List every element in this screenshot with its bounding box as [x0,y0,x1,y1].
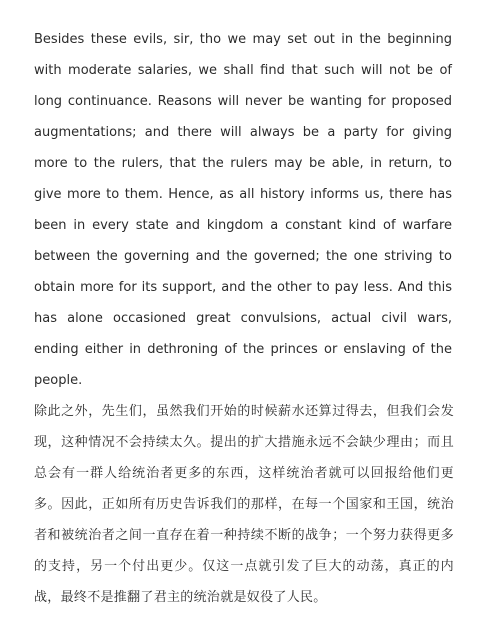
english-paragraph: Besides these evils, sir, tho we may set out in the beginning with moderate salaries, we shall find that such will not be of long continuance. Reasons will never be wanting for proposed augmentations; and there will always be a party for giving more to the rulers, that the rulers may be able, in return, to give more to them. Hence, as all history informs us, there has been in every state and kingdom a constant kind of warfare between the governing and the governed; the one striving to obtain more for its support, and the other to pay less. And this has alone occasioned great convulsions, actual civil wars, ending either in dethroning of the princes or enslaving of the people. [34,32,452,388]
chinese-paragraph: 除此之外，先生们，虽然我们开始的时候薪水还算过得去，但我们会发现，这种情况不会持续太久。提出的扩大措施永远不会缺少理由；而且总会有一群人给统治者更多的东西，这样统治者就可以回报给他们更多。因此，正如所有历史告诉我们的那样，在每一个国家和王国，统治者和被统治者之间一直存在着一种持续不断的战争；一个努力获得更多的支持，另一个付出更少。仅这一点就引发了巨大的动荡，真正的内战，最终不是推翻了君主的统治就是奴役了人民。 [34,404,454,605]
